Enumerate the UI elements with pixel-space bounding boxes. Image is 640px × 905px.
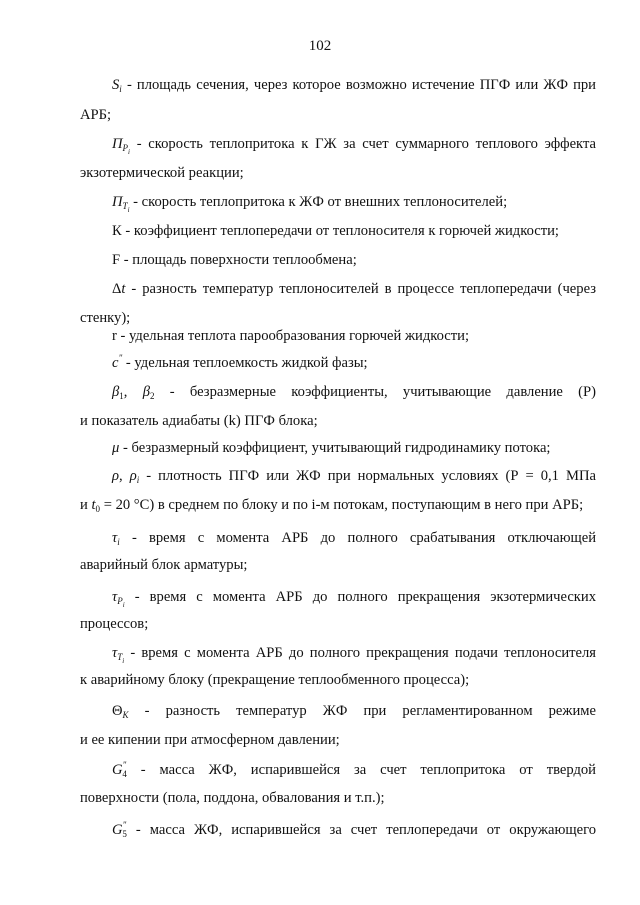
definition-beta-line-1 bbox=[112, 382, 596, 402]
symbol-g-5: $G^"_5$ bbox=[112, 820, 127, 839]
definition-pt-text: - скорость теплопритока к ЖФ от внешних теплоносителей; bbox=[133, 194, 508, 210]
definition-dt-line-2: стенку); bbox=[80, 310, 131, 326]
definition-rho-prefix: и bbox=[80, 497, 88, 513]
symbol-p-t-i: $П_{T_i}$ bbox=[112, 194, 130, 214]
definition-taut-line-1 bbox=[112, 643, 596, 663]
symbol-rho-i: $\rho_i$ bbox=[129, 468, 140, 485]
definition-taut-line-2: к аварийному блоку (прекращение теплообменного процесса); bbox=[80, 672, 470, 688]
definition-g4-line-2: поверхности (пола, поддона, обвалования и т.п.); bbox=[80, 790, 385, 806]
definition-beta-text: - безразмерные коэффициенты, учитывающие давление (Р) bbox=[169, 384, 596, 400]
definition-theta-line-2: и ее кипении при атмосферном давлении; bbox=[80, 732, 340, 748]
definition-pr-text: - скорость теплопритока к ГЖ за счет суммарного теплового эффекта bbox=[136, 136, 596, 152]
definition-k-line: К - коэффициент теплопередачи от теплоносителя к горючей жидкости; bbox=[112, 223, 559, 239]
definition-mu-line bbox=[112, 438, 596, 458]
symbol-tau-p-i: $\tau_{P_i}$ bbox=[112, 589, 125, 609]
symbol-t-zero: $t_0$ bbox=[91, 497, 101, 514]
definition-c-text: - удельная теплоемкость жидкой фазы; bbox=[125, 355, 368, 371]
definition-c-line bbox=[112, 353, 596, 373]
definition-rho-line-2 bbox=[80, 495, 596, 515]
definition-theta-line-1 bbox=[112, 701, 596, 721]
page-number: 102 bbox=[308, 38, 332, 54]
definition-beta-line-2: и показатель адиабаты (k) ПГФ блока; bbox=[80, 413, 318, 429]
definition-taup-line-1 bbox=[112, 587, 596, 607]
definition-dt-line-1 bbox=[112, 279, 596, 299]
definition-dt-text: - разность температур теплоносителей в процессе теплопередачи (через bbox=[131, 281, 596, 297]
definition-s-line-1 bbox=[112, 75, 596, 95]
definition-g5-text: - масса ЖФ, испарившейся за счет теплопередачи от окружающего bbox=[135, 822, 596, 838]
symbol-mu: μ bbox=[112, 440, 120, 456]
symbol-beta-1: $\beta_1$ bbox=[112, 384, 124, 401]
definition-taut-text: - время с момента АРБ до полного прекращения подачи теплоносителя bbox=[130, 645, 596, 661]
definition-s-text: - площадь сечения, через которое возможно истечение ПГФ или ЖФ при bbox=[126, 77, 596, 93]
definition-tau-line-2: аварийный блок арматуры; bbox=[80, 557, 248, 573]
definition-tau-line-1 bbox=[112, 528, 596, 548]
symbol-theta-k: $\Theta_K$ bbox=[112, 703, 129, 720]
definition-mu-text: - безразмерный коэффициент, учитывающий гидродинамику потока; bbox=[122, 440, 551, 456]
definition-rho-separator: , bbox=[119, 468, 123, 484]
symbol-tau-i: $\tau_i$ bbox=[112, 530, 120, 547]
symbol-p-r-i: $П_{P_i}$ bbox=[112, 136, 130, 156]
definition-beta-separator: , bbox=[123, 384, 128, 400]
definition-g5-line-1 bbox=[112, 820, 596, 840]
definition-theta-text: - разность температур ЖФ при регламентированном режиме bbox=[144, 703, 597, 719]
definition-g4-text: - масса ЖФ, испарившейся за счет теплопритока от твердой bbox=[140, 762, 596, 778]
definition-s-line-2: АРБ; bbox=[80, 107, 112, 123]
symbol-c-liquid: c" bbox=[112, 353, 123, 371]
definition-rho-text: - плотность ПГФ или ЖФ при нормальных условиях (Р = 0,1 МПа bbox=[146, 468, 596, 484]
definition-tau-text: - время с момента АРБ до полного срабатывания отключающей bbox=[131, 530, 597, 546]
definition-f-line: F - площадь поверхности теплообмена; bbox=[112, 252, 357, 268]
symbol-g-4: $G^"_4$ bbox=[112, 760, 127, 779]
definition-pr-line-2: экзотермической реакции; bbox=[80, 165, 244, 181]
definition-taup-text: - время с момента АРБ до полного прекращения экзотермических bbox=[134, 589, 597, 605]
definition-taup-line-2: процессов; bbox=[80, 616, 149, 632]
definition-r-line: r - удельная теплота парообразования горючей жидкости; bbox=[112, 328, 470, 344]
definition-pr-line-1 bbox=[112, 134, 596, 154]
symbol-rho: ρ bbox=[112, 468, 120, 484]
symbol-beta-2: $\beta_2$ bbox=[142, 384, 155, 401]
definition-pt-line bbox=[112, 192, 596, 212]
definition-rho-line-1 bbox=[112, 466, 596, 486]
definition-g4-line-1 bbox=[112, 760, 596, 780]
symbol-s-i: $S_i$ bbox=[112, 77, 122, 94]
definition-rho-continuation: = 20 °С) в среднем по блоку и по i-м потокам, поступающим в него при АРБ; bbox=[103, 497, 584, 513]
symbol-delta-t: Δt bbox=[112, 281, 126, 297]
symbol-tau-t-i: $\tau_{T_i}$ bbox=[112, 645, 125, 665]
